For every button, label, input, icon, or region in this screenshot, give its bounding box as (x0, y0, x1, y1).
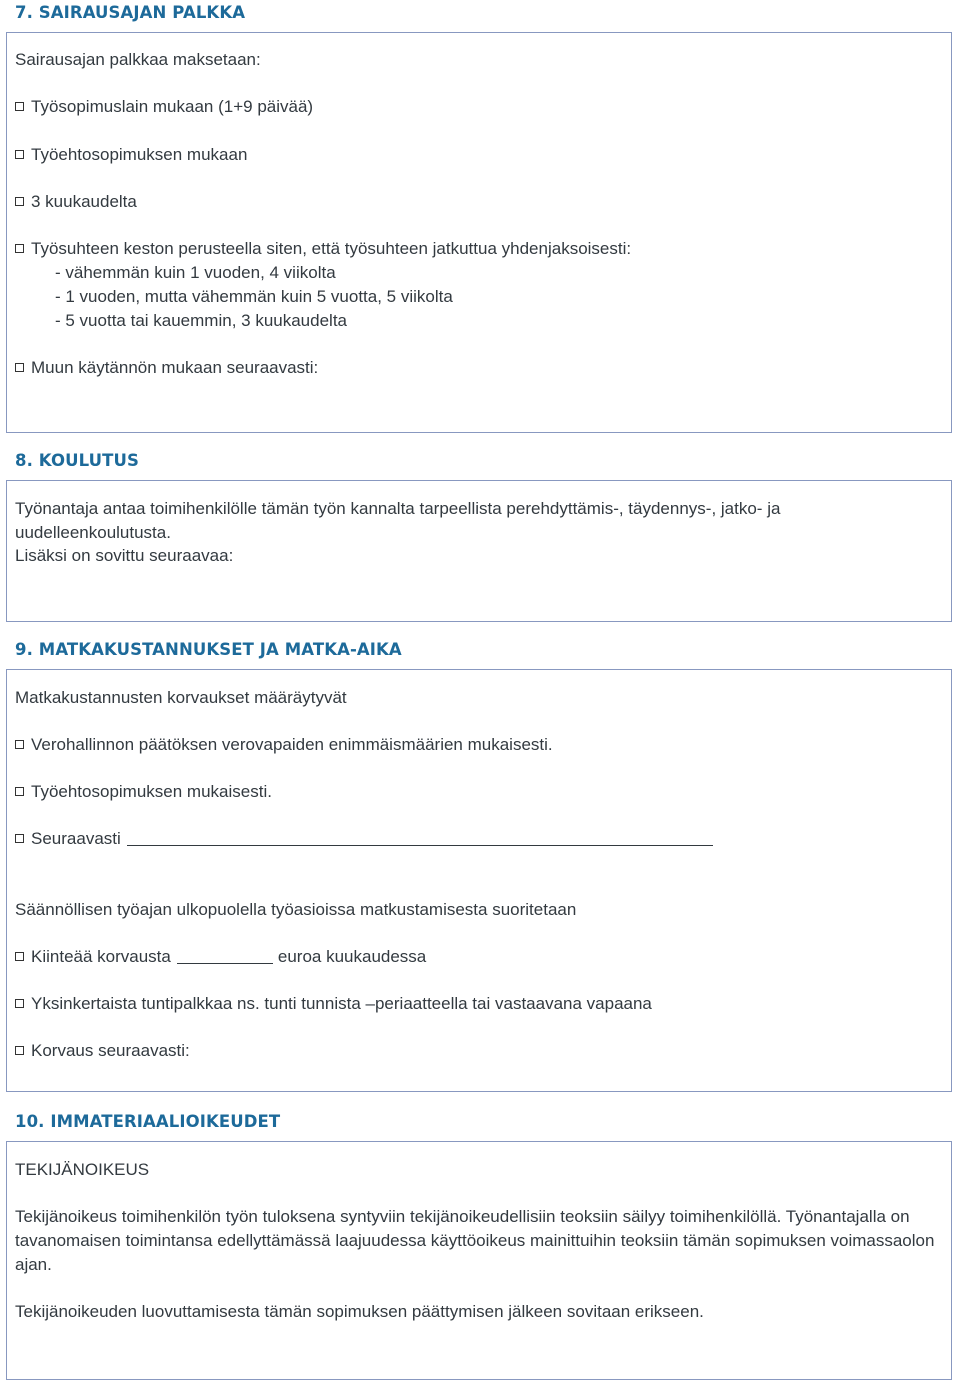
option-label: Muun käytännön mukaan seuraavasti: (31, 358, 319, 377)
travel-option-tax-admin[interactable] (15, 733, 553, 757)
sick-pay-option-other[interactable] (15, 356, 318, 380)
travel-time-intro: Säännöllisen työajan ulkopuolella työasioissa matkustamisesta suoritetaan (15, 900, 577, 919)
option-label-suffix: euroa kuukaudessa (277, 947, 427, 966)
option-label: Työsopimuslain mukaan (1+9 päivää) (31, 97, 314, 116)
training-extra: Lisäksi on sovittu seuraavaa: (15, 546, 234, 565)
checkbox[interactable] (15, 244, 24, 253)
travel-option-hourly-pay[interactable] (15, 992, 652, 1016)
section-10-heading: 10. IMMATERIAALIOIKEUDET (15, 1112, 281, 1131)
section-9-heading: 9. MATKAKUSTANNUKSET JA MATKA-AIKA (15, 640, 402, 659)
training-text: Työnantaja antaa toimihenkilölle tämän työn kannalta tarpeellista perehdyttämis-, täydennys-, jatko- ja uudelleenkoulutusta. (15, 499, 781, 542)
section-9-box (6, 669, 952, 1092)
option-label: Työsuhteen keston perusteella siten, että työsuhteen jatkuttua yhdenjaksoisesti: (31, 239, 632, 258)
checkbox[interactable] (15, 1046, 24, 1055)
checkbox[interactable] (15, 740, 24, 749)
option-label: Työehtosopimuksen mukaan (31, 145, 248, 164)
sick-pay-intro: Sairausajan palkkaa maksetaan: (15, 50, 261, 69)
sick-pay-option-duration[interactable] (15, 237, 631, 261)
copyright-subheading: TEKIJÄNOIKEUS (15, 1160, 150, 1179)
sick-pay-option-employment-act[interactable] (15, 95, 313, 119)
option-label: Yksinkertaista tuntipalkkaa ns. tunti tunnista –periaatteella tai vastaavana vapaana (31, 994, 652, 1013)
travel-intro: Matkakustannusten korvaukset määräytyvät (15, 688, 347, 707)
travel-option-other[interactable] (15, 827, 713, 851)
duration-rule-1: - vähemmän kuin 1 vuoden, 4 viikolta (55, 263, 336, 282)
checkbox[interactable] (15, 834, 24, 843)
option-label: Verohallinnon päätöksen verovapaiden enimmäismäärien mukaisesti. (31, 735, 553, 754)
section-8-heading: 8. KOULUTUS (15, 451, 139, 470)
sick-pay-option-collective-agreement[interactable] (15, 143, 247, 167)
option-label: 3 kuukaudelta (31, 192, 137, 211)
option-label: Seuraavasti (31, 829, 121, 848)
checkbox[interactable] (15, 150, 24, 159)
copyright-paragraph-1: Tekijänoikeus toimihenkilön työn tuloksena syntyviin tekijänoikeudellisiin teoksiin säilyy toimihenkilöllä. Työnantajalla on tavanomaisen toimintansa edellyttämässä laajuudessa käyttöoikeus mainittuihin teoksiin tämän sopimuksen voimassaolon ajan. (15, 1207, 935, 1274)
section-7-box (6, 32, 952, 433)
option-label: Työehtosopimuksen mukaisesti. (31, 782, 272, 801)
travel-option-fixed-compensation[interactable] (15, 945, 426, 969)
checkbox[interactable] (15, 363, 24, 372)
section-8-box (6, 480, 952, 622)
fill-in-line[interactable] (127, 829, 713, 846)
option-label: Kiinteää korvausta (31, 947, 171, 966)
duration-rule-2: - 1 vuoden, mutta vähemmän kuin 5 vuotta, 5 viikolta (55, 287, 453, 306)
duration-rule-3: - 5 vuotta tai kauemmin, 3 kuukaudelta (55, 311, 347, 330)
checkbox[interactable] (15, 952, 24, 961)
sick-pay-option-3-months[interactable] (15, 190, 137, 214)
checkbox[interactable] (15, 999, 24, 1008)
checkbox[interactable] (15, 102, 24, 111)
option-label: Korvaus seuraavasti: (31, 1041, 190, 1060)
travel-option-compensation-other[interactable] (15, 1039, 190, 1063)
section-7-heading: 7. SAIRAUSAJAN PALKKA (15, 3, 246, 22)
checkbox[interactable] (15, 197, 24, 206)
copyright-paragraph-2: Tekijänoikeuden luovuttamisesta tämän sopimuksen päättymisen jälkeen sovitaan erikseen. (15, 1302, 704, 1321)
section-10-box (6, 1141, 952, 1380)
checkbox[interactable] (15, 787, 24, 796)
amount-fill-in-line[interactable] (177, 947, 273, 964)
travel-option-collective-agreement[interactable] (15, 780, 272, 804)
